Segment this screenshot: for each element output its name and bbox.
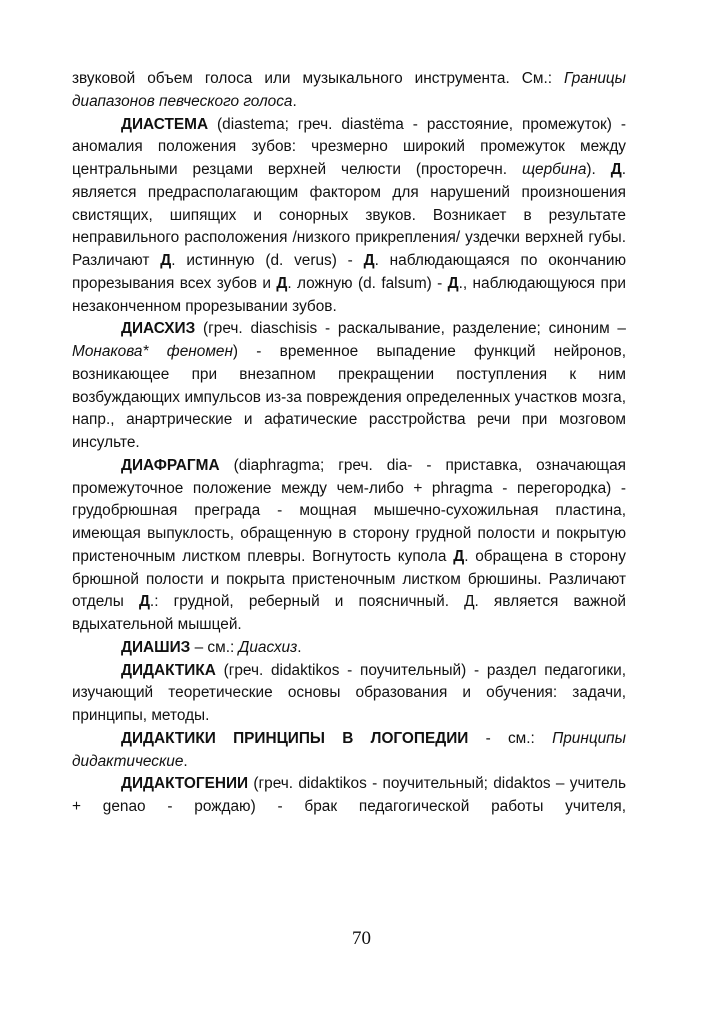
entry-didaktika xyxy=(72,660,626,728)
cross-reference-italic: Принципы дидактические xyxy=(72,729,626,770)
headword-bold: Д xyxy=(610,161,622,178)
entry-diastema xyxy=(72,114,626,319)
entry-text: - см.: xyxy=(468,729,553,747)
entry-diaschisis xyxy=(72,318,626,455)
entry-continuation xyxy=(72,68,626,114)
entry-text: (diaphragma; греч. dia- - приставка, означающая промежуточное положение между чем-либо + phragma - перегородка) - грудобрюшная преграда - мощная мышечно-сухожильная пластина, имеющая выпуклость, обращенную в сторону грудной полости и покрытую пристеночным листком плевры. Вогнутость купола xyxy=(72,456,626,565)
cross-reference-italic: Диасхиз xyxy=(238,638,298,656)
entry-text: ., наблюдающуюся при незаконченном прорезывании зубов. xyxy=(72,274,626,315)
cross-reference-italic: Монакова* феномен xyxy=(72,343,233,360)
headword-bold: ДИАСТЕМА xyxy=(121,115,209,133)
headword-bold: ДИДАКТИКА xyxy=(121,661,216,679)
entry-text: . xyxy=(292,92,297,110)
entry-text: . xyxy=(183,752,188,770)
headword-bold: Д xyxy=(138,593,150,611)
entry-didaktogenii xyxy=(72,773,626,819)
headword-bold: Д xyxy=(276,274,288,292)
entry-text: . обращена в сторону брюшной полости и покрыта пристеночным листком брюшины. Различают отделы xyxy=(72,547,627,611)
headword-bold: Д xyxy=(363,252,375,269)
entry-text: (греч. didaktikos - поучительный; didaktos – учитель + genao - рождаю) - брак педагогической работы учителя, xyxy=(72,775,626,815)
cross-reference-italic: щербина xyxy=(521,161,587,178)
headword-bold: Д xyxy=(160,252,172,269)
headword-bold: Д xyxy=(447,274,459,292)
entry-text: .: грудной, реберный и поясничный. Д. является важной вдыхательной мышцей. xyxy=(72,593,626,633)
headword-bold: ДИДАКТОГЕНИИ xyxy=(121,775,249,793)
cross-reference-italic: Границы диапазонов певческого голоса xyxy=(72,70,626,110)
entry-text: ). xyxy=(586,161,611,178)
entry-text: – см.: xyxy=(190,638,239,656)
headword-bold: Д xyxy=(453,547,465,565)
entry-text: (греч. diaschisis - раскалывание, разделение; синоним – xyxy=(195,320,626,338)
entry-text: ) - временное выпадение функций нейронов, возникающее при внезапном прекращении поступления к ним возбуждающих импульсов из-за повреждения определенных участков мозга, напр., анартрические и афатические расстройства речи при мозговом инсульте. xyxy=(72,343,626,451)
entry-text: . наблюдающаяся по окончанию прорезывания всех зубов и xyxy=(72,252,626,292)
headword-bold: ДИАШИЗ xyxy=(121,638,191,656)
page-number: 70 xyxy=(352,928,371,949)
headword-bold: ДИАСХИЗ xyxy=(121,320,196,338)
entry-diashiz xyxy=(72,637,626,660)
entry-text: . xyxy=(297,638,302,656)
dictionary-page-body xyxy=(72,68,626,819)
entry-diaphragma xyxy=(72,455,626,637)
entry-text: . является предрасполагающим фактором для нарушений произношения свистящих, шипящих и сонорных звуков. Возникает в результате неправильного расположения /низкого прикрепления/ уздечки верхней губы. Различают xyxy=(72,161,626,269)
entry-text: . истинную (d. verus) - xyxy=(171,252,364,269)
entry-text: (греч. didaktikos - поучительный) - раздел педагогики, изучающий теоретические основы образования и обучения: задачи, принципы, методы. xyxy=(72,661,626,724)
entry-text: звуковой объем голоса или музыкального инструмента. См.: xyxy=(72,70,565,87)
entry-text: . ложную (d. falsum) - xyxy=(287,274,448,292)
headword-bold: ДИАФРАГМА xyxy=(121,456,220,474)
headword-bold: ДИДАКТИКИ ПРИНЦИПЫ В ЛОГОПЕДИИ xyxy=(121,729,469,747)
entry-didaktiki-printsipy xyxy=(72,728,626,774)
entry-text: (diastema; греч. diastёma - расстояние, промежуток) - аномалия положения зубов: чрезмерно широкий промежуток между центральными резцами верхней челюсти (просторечн. xyxy=(72,115,626,178)
